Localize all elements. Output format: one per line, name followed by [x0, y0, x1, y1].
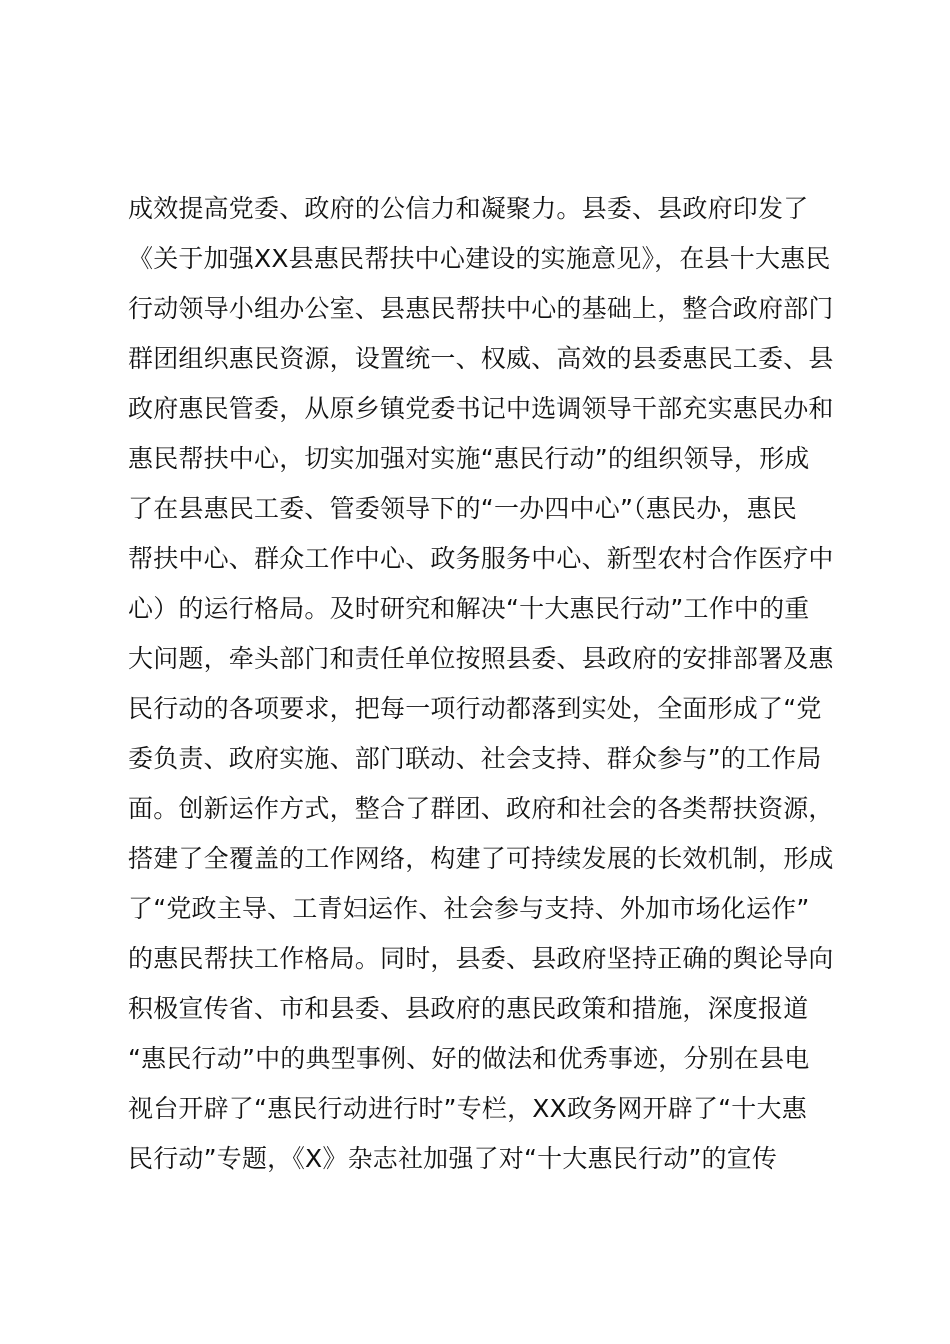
text-line-18: “惠民行动”中的典型事例、好的做法和优秀事迹，分别在县电: [128, 1044, 810, 1073]
text-line-1: 成效提高党委、政府的公信力和凝聚力。县委、县政府印发了: [128, 194, 809, 223]
text-line-14: 搭建了全覆盖的工作网络，构建了可持续发展的长效机制，形成: [128, 844, 834, 873]
text-line-20: 民行动”专题，《X》杂志社加强了对“十大惠民行动”的宣传: [128, 1144, 778, 1173]
text-line-5: 政府惠民管委，从原乡镇党委书记中选调领导干部充实惠民办和: [128, 394, 834, 423]
text-line-8: 帮扶中心、群众工作中心、政务服务中心、新型农村合作医疗中: [128, 544, 834, 573]
text-line-3: 行动领导小组办公室、县惠民帮扶中心的基础上，整合政府部门: [128, 294, 834, 323]
text-line-11: 民行动的各项要求，把每一项行动都落到实处，全面形成了“党: [128, 694, 822, 723]
text-line-9: 心）的运行格局。及时研究和解决“十大惠民行动”工作中的重: [128, 594, 810, 623]
text-line-2: 《关于加强XX县惠民帮扶中心建设的实施意见》，在县十大惠民: [128, 244, 831, 273]
text-line-6: 惠民帮扶中心，切实加强对实施“惠民行动”的组织领导，形成: [128, 444, 810, 473]
text-line-12: 委负责、政府实施、部门联动、社会支持、群众参与”的工作局: [128, 744, 822, 773]
text-line-19: 视台开辟了“惠民行动进行时”专栏，XX政务网开辟了“十大惠: [128, 1094, 807, 1123]
text-line-15: 了“党政主导、工青妇运作、社会参与支持、外加市场化运作”: [128, 894, 810, 923]
body-text: [128, 184, 856, 1184]
text-line-13: 面。创新运作方式，整合了群团、政府和社会的各类帮扶资源，: [128, 794, 834, 823]
text-line-16: 的惠民帮扶工作格局。同时，县委、县政府坚持正确的舆论导向: [128, 944, 834, 973]
text-line-17: 积极宣传省、市和县委、县政府的惠民政策和措施，深度报道: [128, 994, 809, 1023]
text-line-10: 大问题，牵头部门和责任单位按照县委、县政府的安排部署及惠: [128, 644, 834, 673]
text-line-7: 了在县惠民工委、管委领导下的“一办四中心”（惠民办，惠民: [128, 494, 798, 523]
text-line-4: 群团组织惠民资源，设置统一、权威、高效的县委惠民工委、县: [128, 344, 834, 373]
